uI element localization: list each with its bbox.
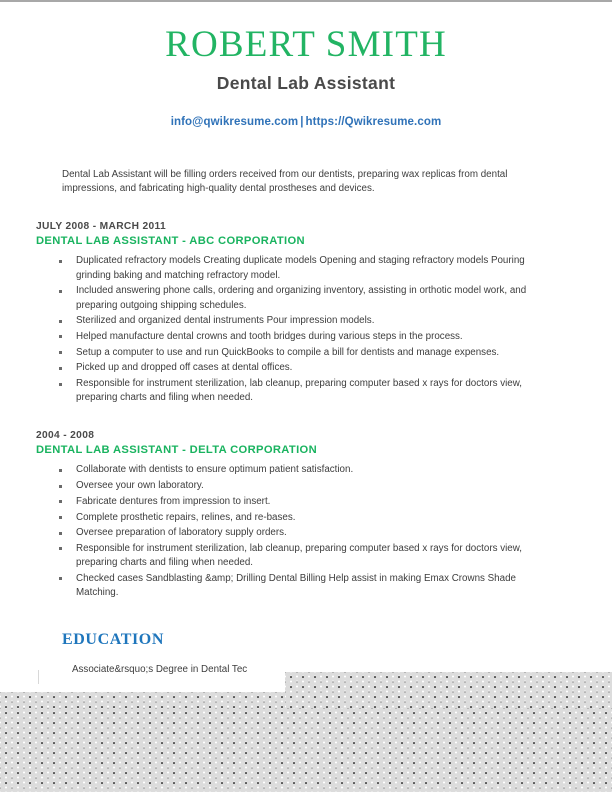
experience-dates: JULY 2008 - MARCH 2011 — [36, 221, 167, 233]
halftone-overlay-band — [0, 708, 612, 792]
list-item: Fabricate dentures from impression to insert. — [36, 495, 590, 509]
list-item: Checked cases Sandblasting &amp; Drilling Dental Billing Help assist in making Emax Crowns Shade Matching. — [36, 572, 590, 600]
experience-bullet-list — [36, 463, 590, 600]
list-item: Helped manufacture dental crowns and tooth bridges during various steps in the process. — [36, 330, 590, 344]
contact-email-link[interactable]: info@qwikresume.com — [170, 116, 299, 128]
list-item: Responsible for instrument sterilization, lab cleanup, preparing computer based x rays for doctors view, preparing charts and filing when needed. — [36, 377, 590, 405]
contact-separator: | — [300, 116, 304, 128]
experience-dates: 2004 - 2008 — [36, 430, 95, 442]
list-item: Collaborate with dentists to ensure optimum patient satisfaction. — [36, 463, 590, 477]
list-item: Complete prosthetic repairs, relines, and re-bases. — [36, 511, 590, 525]
summary-paragraph: Dental Lab Assistant will be filling orders received from our dentists, preparing wax replicas from dental impressions, and fabricating high-quality dental prostheses and devices. — [62, 169, 508, 195]
candidate-job-title: Dental Lab Assistant — [216, 73, 396, 93]
list-item: Setup a computer to use and run QuickBooks to compile a bill for dentists and manage expenses. — [36, 346, 590, 360]
list-item: Duplicated refractory models Creating duplicate models Opening and staging refractory models Pouring grinding baking and matching refractory model. — [36, 254, 590, 282]
list-item: Picked up and dropped off cases at dental offices. — [36, 361, 590, 375]
contact-website-link[interactable]: https://Qwikresume.com — [305, 116, 442, 128]
list-item: Sterilized and organized dental instruments Pour impression models. — [36, 314, 590, 328]
list-item: Oversee preparation of laboratory supply orders. — [36, 526, 590, 540]
resume-header — [0, 2, 612, 128]
experience-entry-2 — [0, 429, 612, 600]
list-item: Oversee your own laboratory. — [36, 479, 590, 493]
list-item: Included answering phone calls, ordering and organizing inventory, assisting in orthotic model work, and preparing outgoing shipping schedules. — [36, 284, 590, 312]
education-section-title: EDUCATION — [62, 631, 165, 649]
education-margin-tick — [38, 670, 39, 684]
experience-heading: DENTAL LAB ASSISTANT - ABC CORPORATION — [36, 235, 305, 248]
experience-bullet-list — [36, 254, 590, 405]
education-section — [0, 630, 612, 677]
contact-line — [0, 116, 612, 128]
education-entry: Associate&rsquo;s Degree in Dental Tec — [72, 664, 248, 676]
list-item: Responsible for instrument sterilization, lab cleanup, preparing computer based x rays for doctors view, preparing charts and filing when needed. — [36, 542, 590, 570]
experience-entry-1 — [0, 220, 612, 405]
experience-heading: DENTAL LAB ASSISTANT - DELTA CORPORATION — [36, 444, 318, 457]
page-title: ROBERT SMITH — [165, 24, 447, 65]
